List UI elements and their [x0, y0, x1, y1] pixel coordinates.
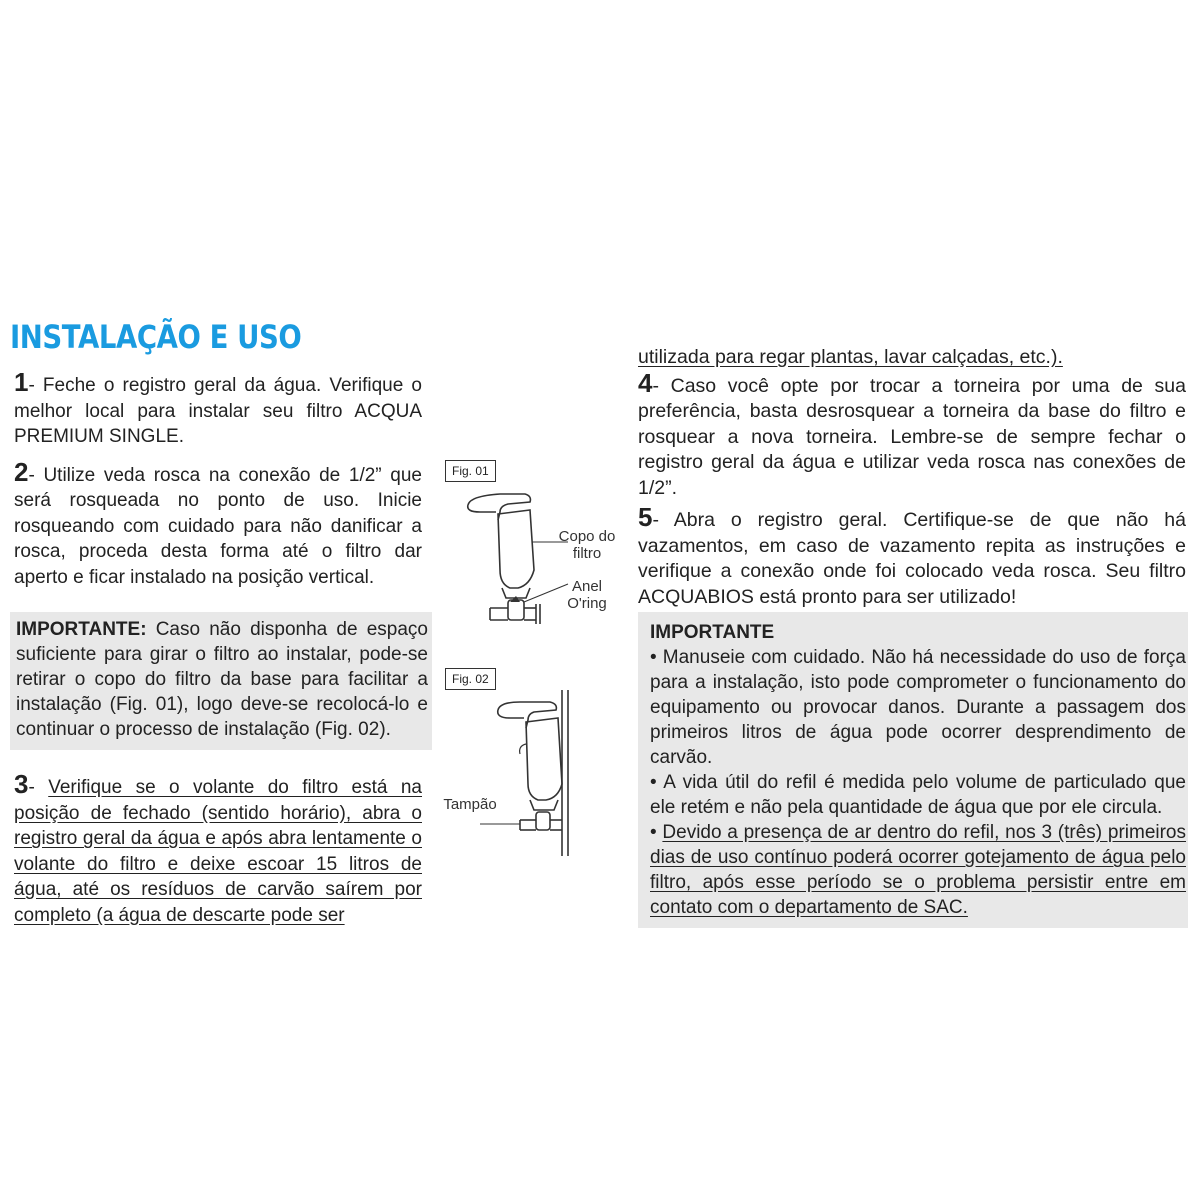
- step-text: - Feche o registro geral da água. Verifique o melhor local para instalar seu filtro ACQUA PREMIUM SINGLE.: [14, 375, 422, 447]
- important-label: IMPORTANTE:: [16, 619, 147, 640]
- step-text: - Caso você opte por trocar a torneira por uma de sua preferência, basta desrosquear a torneira da base do filtro e rosquear a nova torneira. Lembre-se de sempre fechar o registro geral da água e utilizar veda rosca nas conexões de 1/2”.: [638, 374, 1186, 499]
- step-number: 1: [14, 367, 29, 397]
- anel-oring-label: Anel O'ring: [567, 578, 607, 612]
- step-number: 2: [14, 456, 29, 487]
- page-title: INSTALAÇÃO E USO: [10, 318, 302, 356]
- step-text: - Abra o registro geral. Certifique-se de que não há vazamentos, em caso de vazamento repita as instruções e verifique a conexão onde foi colocado veda rosca. Seu filtro ACQUABIOS está pronto para ser utilizado!: [638, 509, 1186, 608]
- step-2: [14, 456, 422, 591]
- important-bullet-1: • Manuseie com cuidado. Não há necessidade do uso de força para a instalação, isto pode comprometer o funcionamento do equipamento ou provocar danos. Durante a passagem dos primeiros litros de água pode ocorrer desprendimento de carvão.: [650, 647, 1186, 768]
- step-1: [14, 367, 422, 450]
- important-box-right: [638, 612, 1188, 928]
- step-4: [638, 367, 1186, 502]
- step-text: Verifique se o volante do filtro está na posição de fechado (sentido horário), abra o registro geral da água e após abra lentamente o volante do filtro e deixe escoar 15 litros de água, até os resíduos de carvão saírem por completo (a água de descarte pode ser: [14, 777, 423, 926]
- important-text: Caso não disponha de espaço suficiente para girar o filtro ao instalar, pode-se retirar o copo do filtro da base para facilitar a instalação (Fig. 01), logo deve-se recolocá-lo e continuar o processo de instalação (Fig. 02).: [16, 619, 428, 740]
- fig-01-label: Fig. 01: [445, 460, 496, 482]
- right-column: [638, 345, 1186, 610]
- step-3: [14, 769, 423, 928]
- fig-02-drawing: [440, 688, 630, 868]
- step-3-continuation: utilizada para regar plantas, lavar calçadas, etc.).: [638, 346, 1063, 368]
- step-dash: -: [28, 777, 49, 798]
- left-column: [14, 367, 422, 590]
- important-bullet-3: • Devido a presença de ar dentro do refil, nos 3 (três) primeiros dias de uso contínuo poderá ocorrer gotejamento de água pelo filtro, após esse período se o problema persistir entre em contato com o departamento de SAC.: [650, 822, 1186, 918]
- step-number: 5: [638, 502, 653, 532]
- important-label: IMPORTANTE: [650, 622, 775, 643]
- step-5: [638, 502, 1186, 610]
- step-number: 3: [14, 769, 29, 799]
- step-text: - Utilize veda rosca na conexão de 1/2” que será rosqueada no ponto de uso. Inicie rosqueando com cuidado para não danificar a rosca, proceda desta forma até o filtro dar aperto e ficar instalado na posição vertical.: [14, 464, 422, 588]
- tampao-label: Tampão: [443, 796, 497, 813]
- copo-do-filtro-label: Copo do filtro: [558, 528, 616, 562]
- important-bullet-2: • A vida útil do refil é medida pelo volume de particulado que ele retém e não pela quantidade de água que por ele circula.: [650, 772, 1186, 818]
- fig-01-drawing: [440, 480, 630, 650]
- step-number: 4: [638, 367, 653, 398]
- fig-02-label: Fig. 02: [445, 668, 496, 690]
- important-box-left: [10, 612, 432, 750]
